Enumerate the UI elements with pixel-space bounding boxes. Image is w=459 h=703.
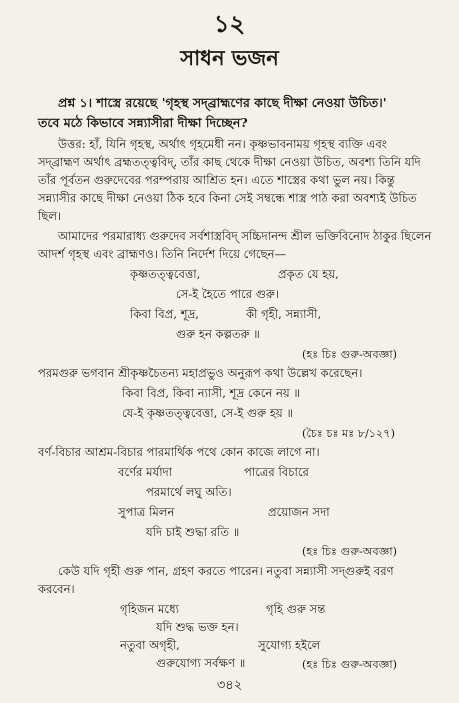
- paragraph-line: আদর্শ গৃহস্থ এবং ব্রাহ্মণও। তিনি নির্দেশ দিয়ে গেছেন—: [38, 247, 287, 261]
- answer-line: সন্ন্যাসীর কাছে দীক্ষা নেওয়া ঠিক হবে কিনা সেই সম্বন্ধে শাস্ত্র পাঠ করা অবশ্যই উচিত: [38, 191, 417, 205]
- verse-line: বর্ণের মর্যাদা: [118, 465, 173, 479]
- citation: (হঃ চিঃ গুরু-অবজ্ঞা): [302, 545, 398, 558]
- chapter-number: ১২: [213, 9, 246, 38]
- answer-line: ছিল।: [38, 209, 62, 223]
- verse-line: সুযোগ্য হইলে: [258, 638, 321, 652]
- verse-line: কিবা বিপ্র, কিবা ন্যাসী, শূদ্র কেনে নয় ॥: [122, 386, 300, 400]
- verse-line: গৃহিজন মধ্যে: [120, 602, 179, 616]
- verse-line: প্রয়োজন সদা: [268, 505, 330, 519]
- verse-line: গৃহি গুরু সন্ত: [266, 602, 326, 616]
- paragraph-line: পরমগুরু ভগবান শ্রীকৃষ্ণচৈতন্য মহাপ্রভুও অনুরূপ কথা উল্লেখ করেছেন।: [38, 366, 363, 380]
- verse-line: কিবা বিপ্র, শূদ্র,: [130, 307, 199, 321]
- verse-line: সে-ই হৈতে পারে গুরু।: [176, 287, 280, 301]
- verse-line: পরমার্থে লঘু অতি।: [146, 485, 232, 499]
- paragraph-line: কেউ যদি গৃহী গুরু পান, গ্রহণ করতে পারেন। নতুবা সন্ন্যাসী সদ্‌গুরুই বরণ: [58, 564, 394, 578]
- page-number: ৩৪২: [216, 678, 243, 693]
- verse-line: গুরুযোগ্য সর্বক্ষণ ॥: [156, 656, 246, 670]
- answer-line: তাঁর পূর্বতন গুরুদেবের পরম্পরায় আশ্রিত হন। এতে শাস্ত্রের কথা ভুল নয়। কিন্তু: [38, 173, 395, 187]
- citation: (হঃ চিঃ গুরু-অবজ্ঞা): [302, 348, 398, 361]
- verse-line: কৃষ্ণতত্ত্ববেত্তা,: [130, 267, 201, 281]
- answer-line: সদ্‌ব্রাহ্মণ অর্থাৎ ব্রহ্মতত্ত্ববিদ্, তাঁর কাছ থেকে দীক্ষা নেওয়া উচিত, অবশ্য তিনি যদি: [38, 155, 421, 169]
- citation: (চৈঃ চঃ মঃ ৮/১২৭): [302, 427, 395, 440]
- answer-line: উত্তর: হাঁ, যিনি গৃহস্থ, অর্থাৎ গৃহমেধী নন। কৃষ্ণভাবনাময় গৃহস্থ ব্যক্তি এবং: [58, 137, 387, 151]
- verse-line: কী গৃহী, সন্ন্যাসী,: [246, 307, 322, 321]
- verse-line: সুপাত্র মিলন: [118, 505, 175, 519]
- verse-line: গুরু হন কল্পতরু ॥: [176, 327, 260, 341]
- verse-line: পাত্রের বিচারে: [244, 465, 309, 479]
- question-line-1: প্রশ্ন ১। শাস্ত্রে রয়েছে 'গৃহস্থ সদ্‌ব্রাহ্মণের কাছে দীক্ষা নেওয়া উচিত।': [58, 95, 387, 110]
- verse-line: নতুবা অগৃহী,: [120, 638, 180, 652]
- paragraph-line: করবেন।: [38, 582, 75, 596]
- verse-line: প্রকৃত যে হয়,: [278, 267, 339, 281]
- verse-line: যে-ই কৃষ্ণতত্ত্ববেত্তা, সে-ই গুরু হয় ॥: [122, 406, 294, 420]
- citation: (হঃ চিঃ গুরু-অবজ্ঞা): [302, 658, 398, 671]
- question-line-2: তবে মঠে কিভাবে সন্ন্যাসীরা দীক্ষা দিচ্ছেন?: [38, 115, 248, 130]
- chapter-title: সাধন ভজন: [180, 45, 279, 70]
- paragraph-line: আমাদের পরমারাধ্য গুরুদেব সর্বশাস্ত্রবিদ্ সচ্চিদানন্দ শ্রীল ভক্তিবিনোদ ঠাকুর ছিলেন: [58, 229, 432, 243]
- verse-line: যদি শুদ্ধ ভক্ত হন।: [156, 620, 239, 634]
- verse-line: যদি চাই শুদ্ধা রতি ॥: [146, 525, 240, 539]
- paragraph-line: বর্ণ-বিচার আশ্রম-বিচার পারমার্থিক পথে কোন কাজে লাগে না।: [38, 445, 320, 459]
